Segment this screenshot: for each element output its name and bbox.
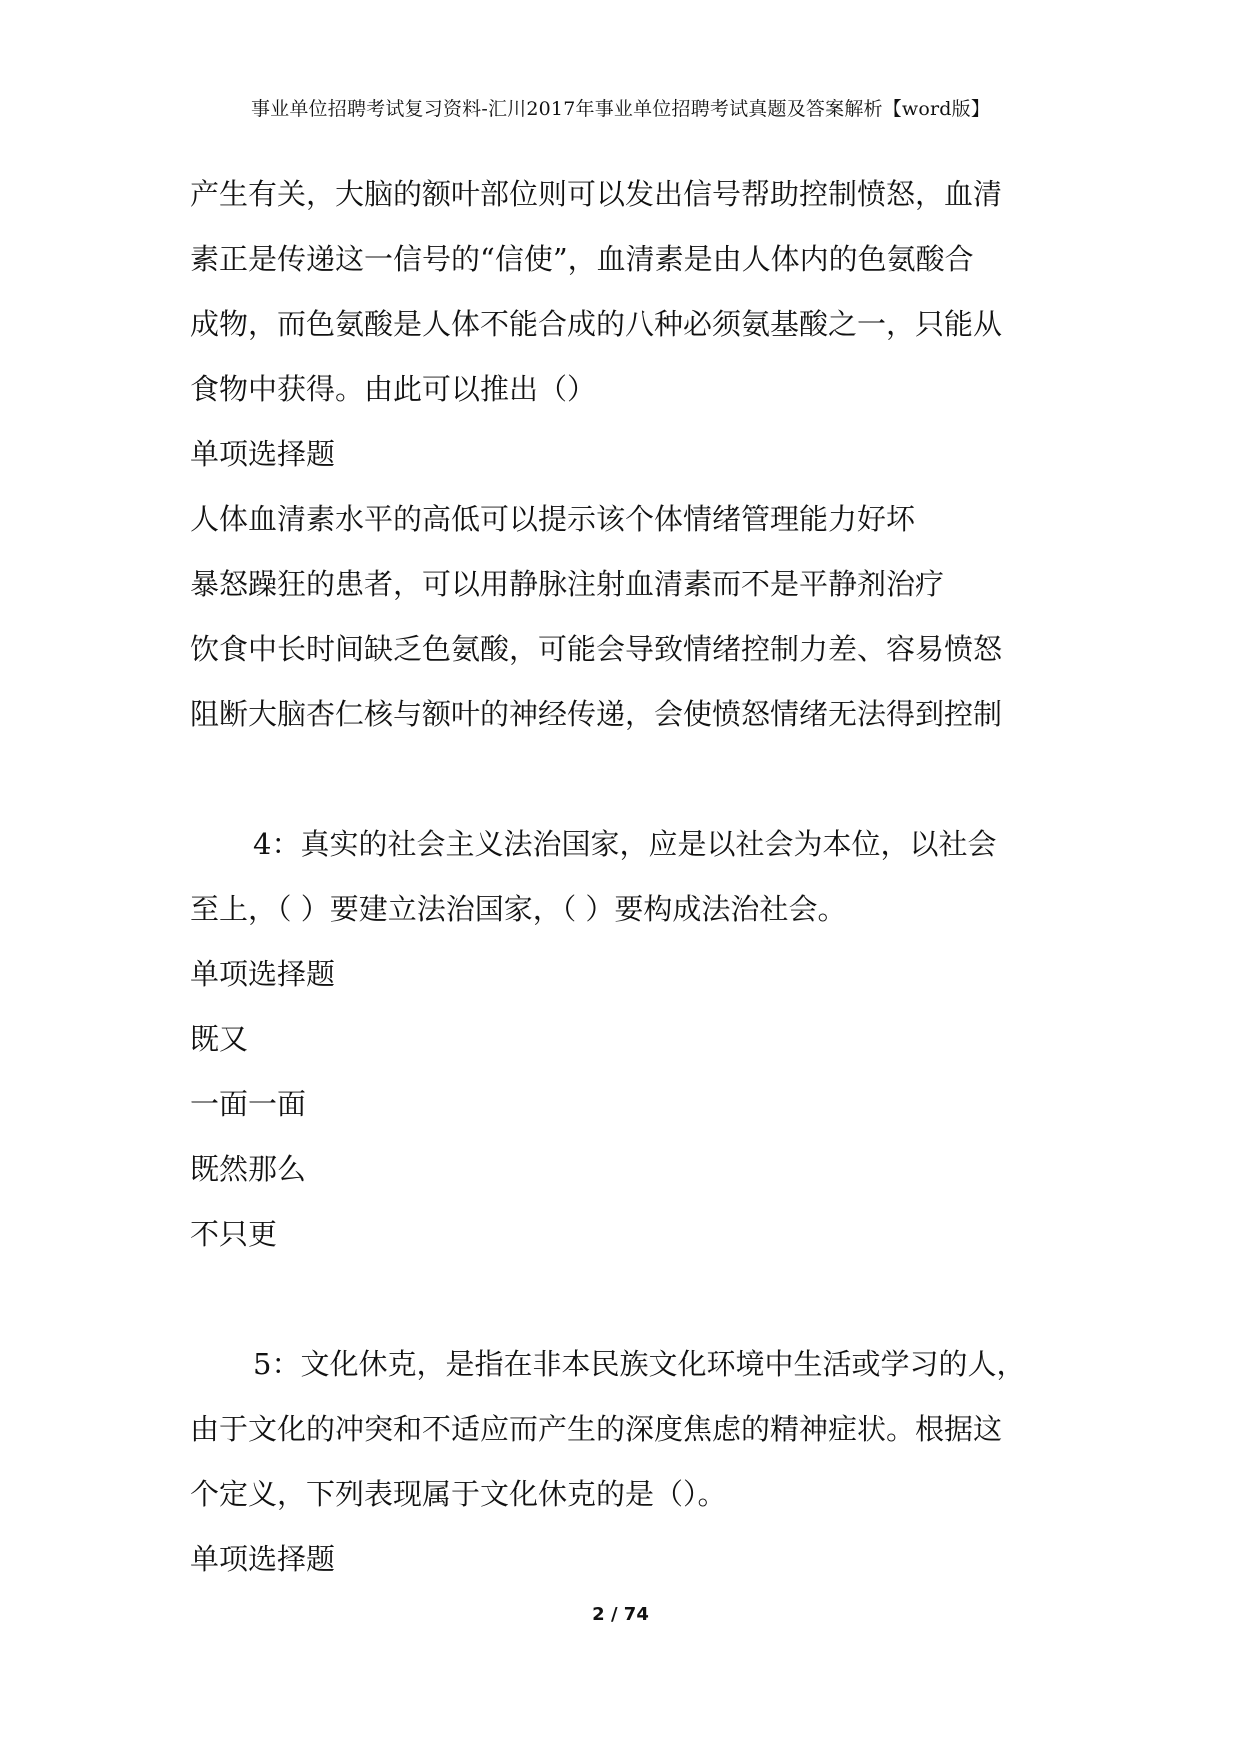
page-number: 2 / 74 [592,1604,649,1625]
answer-option: 一面一面 [190,1087,307,1121]
spacer [190,747,1070,812]
page-content [190,162,1070,1592]
answer-option: 阻断大脑杏仁核与额叶的神经传递，会使愤怒情绪无法得到控制 [190,697,1003,731]
answer-option: 暴怒躁狂的患者，可以用静脉注射血清素而不是平静剂治疗 [190,567,945,601]
question-type-label: 单项选择题 [190,957,336,991]
question-4 [190,812,1070,1267]
question-stem-line: 产生有关，大脑的额叶部位则可以发出信号帮助控制愤怒，血清 [190,177,1003,211]
answer-option: 饮食中长时间缺乏色氨酸，可能会导致情绪控制力差、容易愤怒 [190,632,1003,666]
spacer [190,1267,1070,1332]
page-header: 事业单位招聘考试复习资料-汇川2017年事业单位招聘考试真题及答案解析【word版】 [250,98,991,120]
answer-option: 不只更 [190,1217,278,1251]
question-stem-line: 5：文化休克，是指在非本民族文化环境中生活或学习的人， [253,1347,1026,1381]
answer-option: 既又 [190,1022,249,1056]
question-stem-line: 4：真实的社会主义法治国家，应是以社会为本位，以社会 [253,827,997,861]
question-stem-line: 由于文化的冲突和不适应而产生的深度焦虑的精神症状。根据这 [190,1412,1003,1446]
question-3 [190,162,1070,747]
answer-option: 人体血清素水平的高低可以提示该个体情绪管理能力好坏 [190,502,916,536]
answer-option: 既然那么 [190,1152,307,1186]
question-stem-line: 素正是传递这一信号的“信使”，血清素是由人体内的色氨酸合 [190,242,974,276]
question-stem-line: 成物，而色氨酸是人体不能合成的八种必须氨基酸之一，只能从 [190,307,1003,341]
question-stem-line: 食物中获得。由此可以推出（） [190,372,597,406]
question-stem-line: 个定义，下列表现属于文化休克的是（）。 [190,1477,727,1511]
question-stem-line: 至上，（ ）要建立法治国家，（ ）要构成法治社会。 [190,892,847,926]
question-type-label: 单项选择题 [190,1542,336,1576]
question-5 [190,1332,1070,1592]
question-type-label: 单项选择题 [190,437,336,471]
